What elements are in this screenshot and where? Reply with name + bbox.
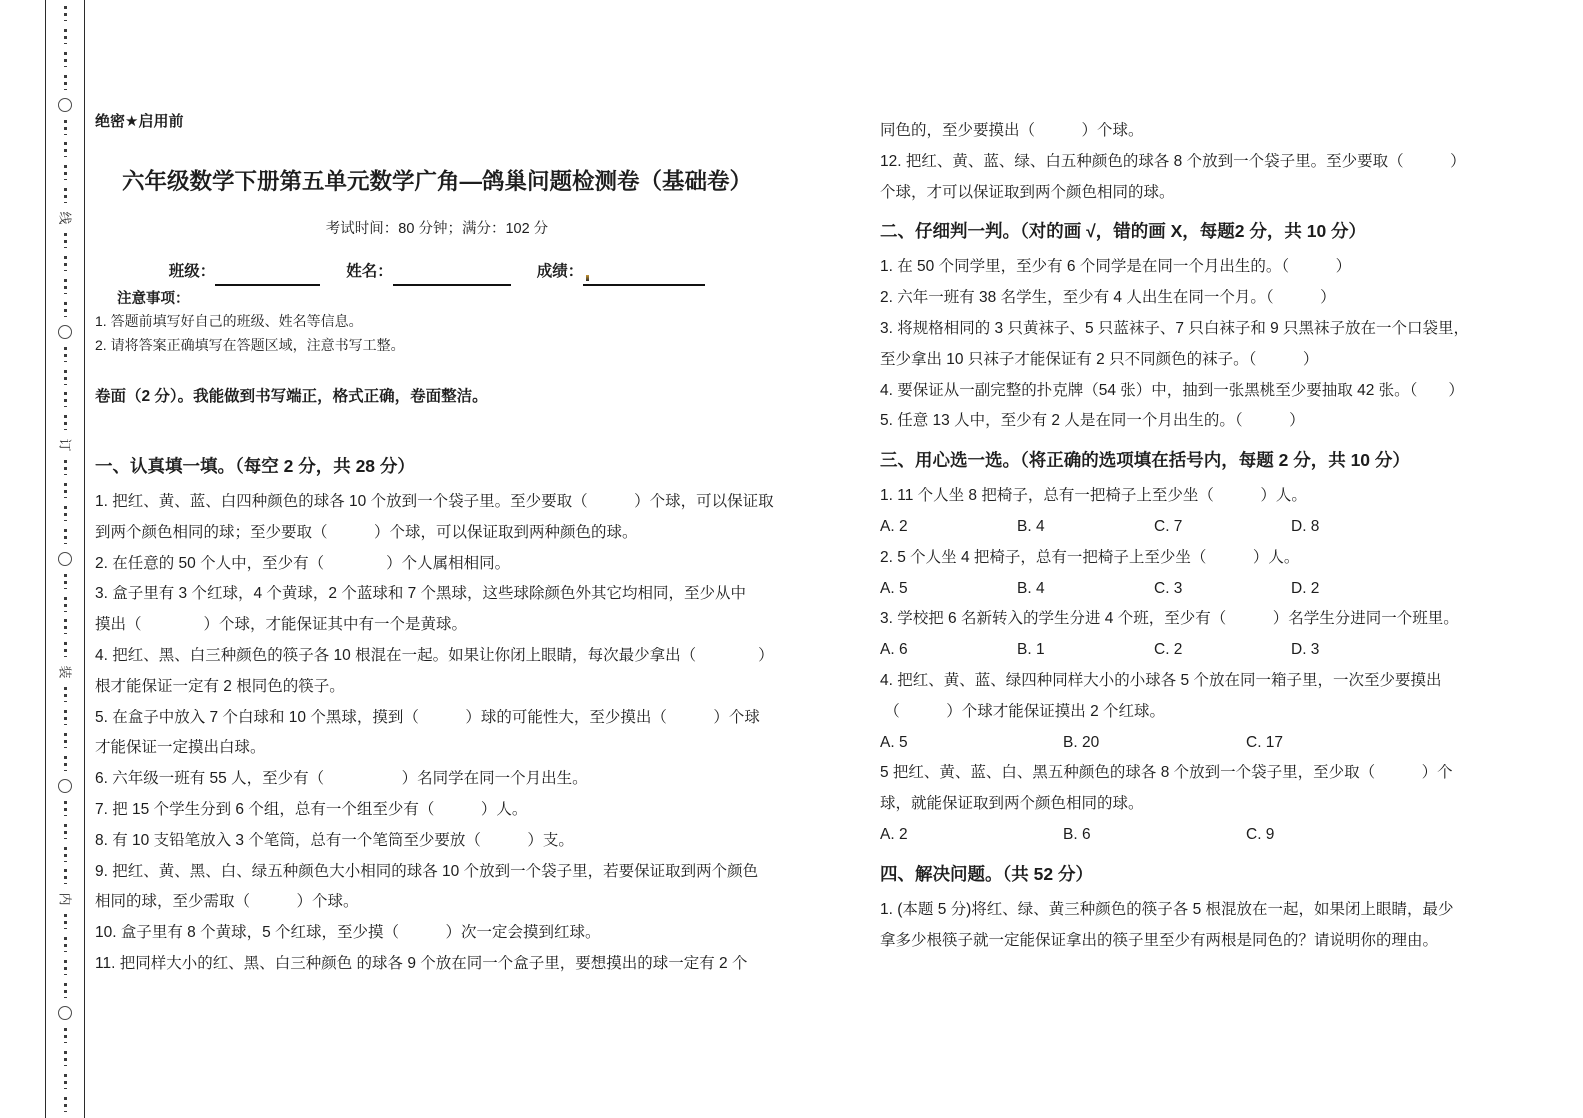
binding-dash xyxy=(64,279,67,294)
question-line: 5. 在盒子中放入 7 个白球和 10 个黑球，摸到（ ）球的可能性大，至少摸出（ ）个球 xyxy=(95,708,760,726)
question-line: 1. 把红、黄、蓝、白四种颜色的球各 10 个放到一个袋子里。至少要取（ ）个球，可以保证取 xyxy=(95,493,774,510)
class-blank-line xyxy=(215,262,320,286)
binding-dash xyxy=(64,756,67,771)
section-heading: 四、解决问题。（共 52 分） xyxy=(880,863,1093,884)
binding-hole-icon xyxy=(58,1006,72,1020)
question-line: 9. 把红、黄、黑、白、绿五种颜色大小相同的球各 10 个放到一个袋子里，若要保证取到两个颜色 xyxy=(95,862,759,880)
binding-hole-icon xyxy=(58,325,72,339)
option-item: C. 9 xyxy=(1246,825,1275,843)
binding-dash xyxy=(64,847,67,862)
class-label: 班级： xyxy=(168,263,216,280)
left-column xyxy=(95,0,779,980)
option-item: A. 5 xyxy=(880,733,908,751)
options-row xyxy=(880,728,1525,759)
binding-dash xyxy=(64,120,67,135)
options-row xyxy=(880,820,1525,851)
binding-dash xyxy=(64,619,67,634)
right-column xyxy=(880,0,1525,956)
student-fields-row xyxy=(95,258,779,286)
question-line: 3. 学校把 6 名新转入的学生分进 4 个班，至少有（ ）名学生分进同一个班里。 xyxy=(880,610,1459,628)
option-item: A. 2 xyxy=(880,825,908,843)
question-line: 12. 把红、黄、蓝、绿、白五种颜色的球各 8 个放到一个袋子里。至少要取（ ） xyxy=(880,152,1466,170)
question-line: 3. 将规格相同的 3 只黄袜子、5 只蓝袜子、7 只白袜子和 9 只黑袜子放在一个口袋里， xyxy=(880,319,1470,337)
binding-hole-icon xyxy=(58,98,72,112)
note-line: 2. 请将答案正确填写在答题区域，注意书写工整。 xyxy=(95,337,405,353)
question-line: 球，就能保证取到两个颜色相同的球。 xyxy=(880,795,1144,813)
options-row xyxy=(880,574,1525,605)
binding-dash xyxy=(64,370,67,385)
question-line: 6. 六年级一班有 55 人，至少有（ ）名同学在同一个月出生。 xyxy=(95,770,588,788)
option-item: A. 6 xyxy=(880,641,908,659)
question-line: 1. 在 50 个同学里，至少有 6 个同学是在同一个月出生的。（ ） xyxy=(880,258,1352,276)
binding-hole-icon xyxy=(58,552,72,566)
binding-dash xyxy=(64,574,67,589)
option-item: B. 20 xyxy=(1063,733,1100,751)
option-item: D. 8 xyxy=(1291,517,1320,535)
binding-dash xyxy=(64,1051,67,1066)
question-line: 4. 把红、黑、白三种颜色的筷子各 10 根混在一起。如果让你闭上眼睛，每次最少拿出（ ） xyxy=(95,646,774,664)
binding-dash xyxy=(64,869,67,884)
question-line: 10. 盒子里有 8 个黄球，5 个红球，至少摸（ ）次一定会摸到红球。 xyxy=(95,924,601,942)
binding-dash xyxy=(64,1097,67,1112)
option-item: B. 1 xyxy=(1017,641,1045,659)
score-label: 成绩： xyxy=(536,263,584,280)
section-heading: 三、用心选一选。（将正确的选项填在括号内，每题 2 分，共 10 分） xyxy=(880,450,1410,471)
question-line: 个球，才可以保证取到两个颜色相同的球。 xyxy=(880,183,1175,201)
binding-char: 装 xyxy=(57,665,73,679)
class-field-group xyxy=(169,258,321,286)
notes-title: 注意事项： xyxy=(117,291,190,307)
score-blank-line xyxy=(583,262,705,286)
binding-dash xyxy=(64,52,67,67)
security-label: 绝密★启用前 xyxy=(95,113,184,130)
binding-dash xyxy=(64,733,67,748)
name-field-group xyxy=(346,258,511,286)
option-item: C. 3 xyxy=(1154,579,1183,597)
option-item: A. 5 xyxy=(880,579,908,597)
question-line: 1. 11 个人坐 8 把椅子，总有一把椅子上至少坐（ ）人。 xyxy=(880,487,1307,505)
question-line: 至少拿出 10 只袜子才能保证有 2 只不同颜色的袜子。（ ） xyxy=(880,350,1319,368)
binding-dash xyxy=(64,506,67,521)
option-item: C. 7 xyxy=(1154,517,1183,535)
question-line: 摸出（ ）个球，才能保证其中有一个是黄球。 xyxy=(95,616,468,634)
binding-dash xyxy=(64,597,67,612)
question-line: 5. 任意 13 人中，至少有 2 人是在同一个月出生的。（ ） xyxy=(880,412,1305,430)
option-item: C. 17 xyxy=(1246,733,1284,751)
question-line: 1. (本题 5 分)将红、绿、黄三种颜色的筷子各 5 根混放在一起，如果闭上眼睛，最少 xyxy=(880,900,1454,918)
exam-info: 考试时间：80 分钟；满分：102 分 xyxy=(325,221,549,237)
question-line: 4. 把红、黄、蓝、绿四种同样大小的小球各 5 个放在同一箱子里，一次至少要摸出 xyxy=(880,671,1442,689)
section-heading: 二、仔细判一判。（对的画 √，错的画 X，每题2 分，共 10 分） xyxy=(880,221,1367,242)
binding-dash xyxy=(64,960,67,975)
option-item: C. 2 xyxy=(1154,641,1183,659)
option-item: B. 4 xyxy=(1017,517,1045,535)
section-1-blocks xyxy=(95,451,779,980)
name-label: 姓名： xyxy=(346,263,393,280)
note-line: 1. 答题前填写好自己的班级、姓名等信息。 xyxy=(95,313,363,329)
binding-dash xyxy=(64,483,67,498)
question-line: 4. 要保证从一副完整的扑克牌（54 张）中，抽到一张黑桃至少要抽取 42 张。（ ） xyxy=(880,381,1464,399)
question-line: 2. 在任意的 50 个人中，至少有（ ）个人属相相同。 xyxy=(95,554,511,572)
binding-dash xyxy=(64,824,67,839)
binding-strip xyxy=(45,0,85,1118)
option-item: A. 2 xyxy=(880,517,908,535)
question-line: 到两个颜色相同的球；至少要取（ ）个球，可以保证取到两种颜色的球。 xyxy=(95,523,638,541)
section-heading: 一、认真填一填。（每空 2 分，共 28 分） xyxy=(95,456,415,476)
binding-dash xyxy=(64,75,67,90)
question-line: 11. 把同样大小的红、黑、白三种颜色 的球各 9 个放在同一个盒子里，要想摸出的球一定有 2 个 xyxy=(95,954,748,972)
binding-dash xyxy=(64,142,67,157)
option-item: B. 4 xyxy=(1017,579,1045,597)
question-line: 2. 5 个人坐 4 把椅子，总有一把椅子上至少坐（ ）人。 xyxy=(880,548,1300,566)
scan-artifact-dot xyxy=(586,275,589,281)
question-line: 8. 有 10 支铅笔放入 3 个笔筒，总有一个笔筒至少要放（ ）支。 xyxy=(95,831,574,849)
binding-dash xyxy=(64,165,67,180)
question-line: 根才能保证一定有 2 根同色的筷子。 xyxy=(95,677,345,695)
binding-dash xyxy=(64,1074,67,1089)
score-field-group xyxy=(537,258,706,286)
binding-char: 线 xyxy=(57,211,73,225)
option-item: D. 3 xyxy=(1291,641,1320,659)
option-item: B. 6 xyxy=(1063,825,1091,843)
options-row xyxy=(880,635,1525,666)
binding-dash xyxy=(64,1028,67,1043)
name-blank-line xyxy=(393,262,511,286)
binding-dash xyxy=(64,642,67,657)
binding-char: 内 xyxy=(57,892,73,906)
binding-dash xyxy=(64,392,67,407)
binding-dash xyxy=(64,415,67,430)
neatness-note: 卷面（2 分）。我能做到书写端正，格式正确，卷面整洁。 xyxy=(95,388,488,405)
binding-dash xyxy=(64,460,67,475)
binding-hole-icon xyxy=(58,779,72,793)
binding-dash xyxy=(64,256,67,271)
binding-dash xyxy=(64,233,67,248)
binding-dash xyxy=(64,529,67,544)
options-row xyxy=(880,512,1525,543)
question-line: 5 把红、黄、蓝、白、黑五种颜色的球各 8 个放到一个袋子里，至少取（ ）个 xyxy=(880,764,1453,782)
binding-dash xyxy=(64,302,67,317)
binding-dash xyxy=(64,29,67,44)
question-line: 3. 盒子里有 3 个红球，4 个黄球，2 个蓝球和 7 个黑球，这些球除颜色外其它均相同，至少从中 xyxy=(95,585,747,603)
option-item: D. 2 xyxy=(1291,579,1320,597)
question-line: 相同的球，至少需取（ ）个球。 xyxy=(95,893,359,911)
binding-dash xyxy=(64,914,67,929)
question-line: （ ）个球才能保证摸出 2 个红球。 xyxy=(880,702,1166,720)
binding-dash xyxy=(64,983,67,998)
binding-char: 订 xyxy=(57,438,73,452)
exam-title: 六年级数学下册第五单元数学广角—鸽巢问题检测卷（基础卷） xyxy=(121,169,752,194)
binding-dash xyxy=(64,188,67,203)
question-line: 2. 六年一班有 38 名学生，至少有 4 人出生在同一个月。（ ） xyxy=(880,289,1336,307)
binding-dash xyxy=(64,687,67,702)
question-line: 同色的，至少要摸出（ ）个球。 xyxy=(880,122,1144,139)
binding-dash xyxy=(64,937,67,952)
question-line: 才能保证一定摸出白球。 xyxy=(95,739,266,757)
binding-dash xyxy=(64,6,67,21)
binding-dash xyxy=(64,710,67,725)
question-line: 拿多少根筷子就一定能保证拿出的筷子里至少有两根是同色的？请说明你的理由。 xyxy=(880,931,1439,949)
binding-dash xyxy=(64,347,67,362)
binding-dash xyxy=(64,801,67,816)
question-line: 7. 把 15 个学生分到 6 个组，总有一个组至少有（ ）人。 xyxy=(95,800,528,818)
